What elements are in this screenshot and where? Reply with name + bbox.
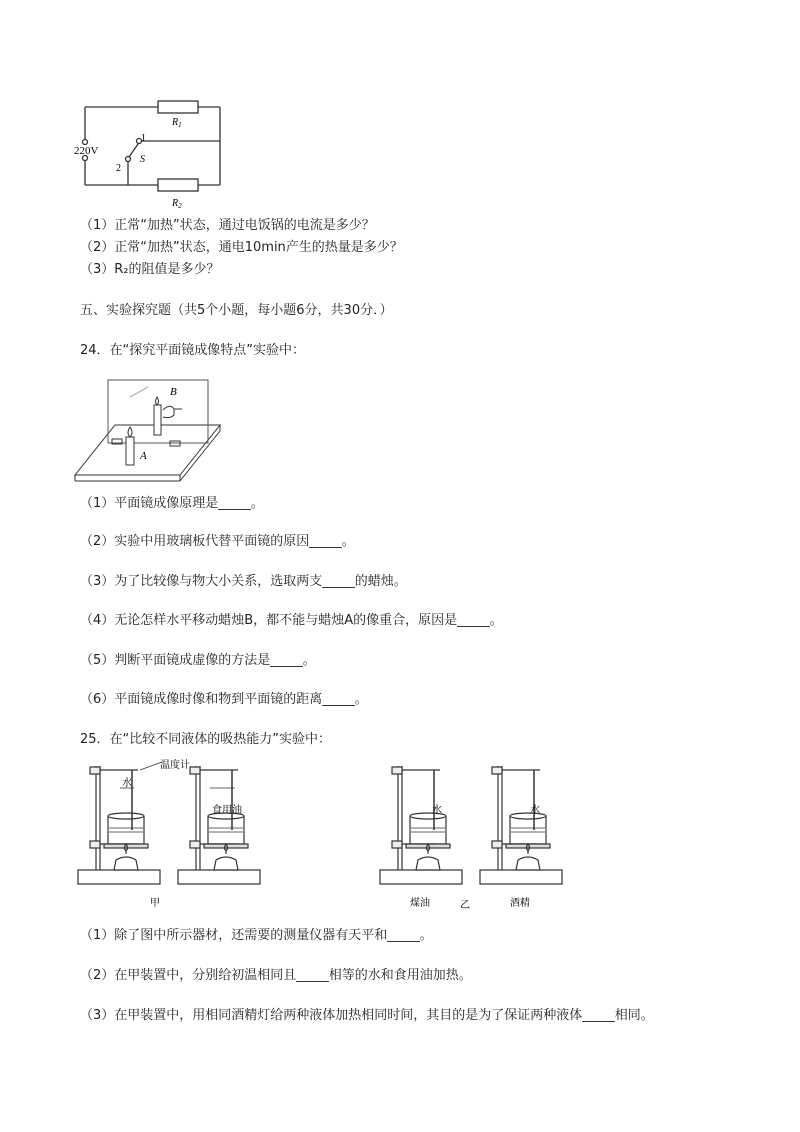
q24-item-5: （5）判断平面镜成虚像的方法是_____。	[80, 653, 316, 668]
q24-item-3: （3）为了比较像与物大小关系，选取两支_____的蜡烛。	[80, 574, 407, 589]
label-yi: 乙	[460, 900, 470, 911]
resistor-r1	[158, 101, 198, 113]
resistor-r2	[158, 179, 198, 191]
water-label-2: 水	[432, 805, 442, 816]
heating-experiment-figure	[70, 758, 720, 918]
q24-item-1: （1）平面镜成像原理是_____。	[80, 496, 264, 511]
label-jia: 甲	[150, 898, 160, 909]
candle-a	[126, 437, 134, 465]
voltage-label: 220V	[74, 145, 99, 157]
label-b: B	[170, 386, 177, 398]
apparatus-yi-water-kerosene	[380, 766, 462, 884]
q23-item-3: （3）R₂的阻值是多少？	[80, 262, 220, 277]
alcohol-label: 酒精	[510, 898, 530, 909]
q25-item-2: （2）在甲装置中，分别给初温相同且_____相等的水和食用油加热。	[80, 968, 472, 983]
water-label-1: 水	[122, 778, 132, 789]
kerosene-label: 煤油	[410, 898, 430, 909]
section-title: 五、实验探究题（共5个小题，每小题6分，共30分．）	[80, 303, 393, 318]
mirror-experiment-figure	[70, 375, 230, 485]
q24-title: 24．在“探究平面镜成像特点”实验中：	[80, 343, 306, 358]
apparatus-jia-water	[78, 766, 160, 884]
apparatus-yi-water-alcohol	[480, 766, 562, 884]
candle-b	[154, 405, 161, 435]
switch-pos2-label: 2	[116, 163, 121, 174]
water-label-3: 水	[530, 805, 540, 816]
q23-item-1: （1）正常“加热”状态，通过电饭锅的电流是多少？	[80, 218, 375, 233]
r2-label: $R_2$	[172, 198, 182, 210]
q24-item-6: （6）平面镜成像时像和物到平面镜的距离_____。	[80, 692, 368, 707]
circuit-diagram	[70, 95, 230, 215]
q24-item-4: （4）无论怎样水平移动蜡烛B，都不能与蜡烛A的像重合，原因是_____。	[80, 613, 503, 628]
q23-item-2: （2）正常“加热”状态，通电10min产生的热量是多少？	[80, 240, 403, 255]
q24-item-2: （2）实验中用玻璃板代替平面镜的原因_____。	[80, 534, 355, 549]
switch-pos1-label: 1	[141, 133, 146, 144]
q25-item-3: （3）在甲装置中，用相同酒精灯给两种液体加热相同时间，其目的是为了保证两种液体_____相同。	[80, 1008, 654, 1023]
q25-item-1: （1）除了图中所示器材，还需要的测量仪器有天平和_____。	[80, 928, 433, 943]
thermometer-label: 温度计	[160, 760, 190, 771]
q25-title: 25．在“比较不同液体的吸热能力”实验中：	[80, 732, 332, 747]
oil-label: 食用油	[212, 805, 242, 816]
apparatus-jia-oil	[178, 766, 260, 884]
label-a: A	[140, 450, 147, 462]
switch-label: S	[140, 154, 145, 165]
r1-label: $R_1$	[172, 117, 182, 129]
